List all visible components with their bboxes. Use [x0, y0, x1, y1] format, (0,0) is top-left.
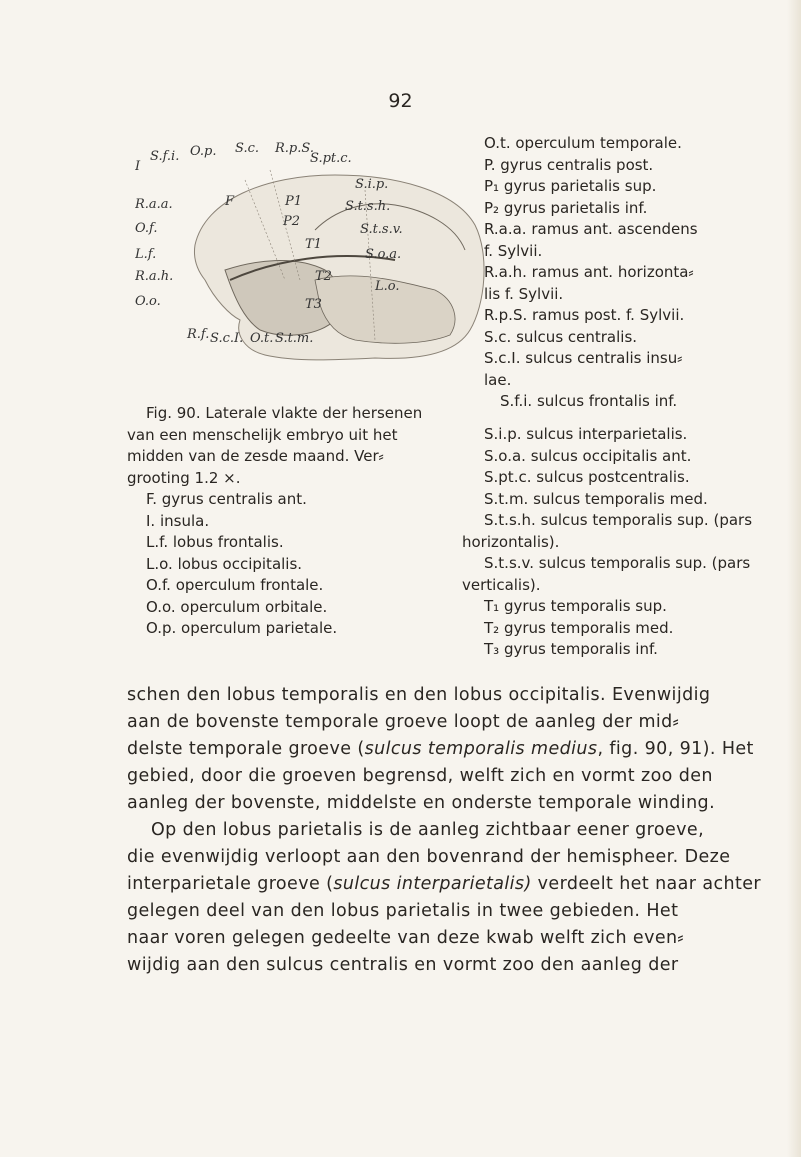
legend-line: S.c. sulcus centralis. [484, 327, 638, 346]
caption-line: L.o. lobus occipitalis. [146, 554, 303, 573]
body-fragment: verdeelt het naar achter [531, 874, 762, 894]
label-R-f: R.f. [187, 327, 210, 342]
label-O-p: O.p. [190, 144, 217, 159]
legend-line: R.a.a. ramus ant. ascendens [484, 220, 698, 238]
brain-drawing [135, 130, 520, 375]
label-S-o-a: S.o.a. [365, 247, 402, 262]
body-fragment: delste temporale groeve ( [127, 739, 365, 759]
body-fragment: , fig. 90, 91). Het [597, 739, 754, 759]
body-line [127, 871, 789, 898]
legend-line: T₂ gyrus temporalis med. [484, 618, 674, 637]
legend-line: P₁ gyrus parietalis sup. [484, 177, 657, 195]
legend-line: S.i.p. sulcus interparietalis. [484, 425, 688, 443]
label-S-pt-c: S.pt.c. [310, 151, 352, 166]
legend-line: S.t.s.h. sulcus temporalis sup. (pars [484, 511, 753, 529]
legend-line: lis f. Sylvii. [484, 284, 564, 303]
caption-line: O.f. operculum frontale. [146, 576, 324, 594]
caption-line: van een menschelijk embryo uit het [127, 425, 398, 444]
body-line: naar voren gelegen gedeelte van deze kwab welft zich even⸗ [127, 928, 684, 948]
figure-legend-right [484, 133, 784, 413]
label-T1: T1 [305, 237, 322, 252]
figure-legend-lower [462, 424, 794, 661]
label-S-c: S.c. [235, 141, 259, 156]
caption-line: I. insula. [146, 511, 210, 530]
label-O-f: O.f. [135, 221, 158, 236]
body-line: Op den lobus parietalis is de aanleg zichtbaar eener groeve, [151, 820, 705, 840]
caption-line: grooting 1.2 ×. [127, 468, 241, 487]
label-S-t-s-h: S.t.s.h. [345, 199, 391, 214]
label-R-a-a: R.a.a. [135, 197, 173, 212]
legend-line: S.pt.c. sulcus postcentralis. [484, 468, 690, 486]
legend-line: P. gyrus centralis post. [484, 155, 654, 174]
body-line: wijdig aan den sulcus centralis en vormt zoo den aanleg der [127, 955, 679, 975]
legend-line: S.t.s.v. sulcus temporalis sup. (pars [484, 554, 751, 572]
label-S-c-I: S.c.I. [210, 331, 244, 346]
emphasis-term: sulcus temporalis medius [364, 739, 598, 759]
caption-line: L.f. lobus frontalis. [146, 533, 284, 551]
label-S-f-i: S.f.i. [150, 149, 180, 164]
body-fragment: interparietale groeve ( [127, 874, 334, 894]
caption-line: F. gyrus centralis ant. [146, 490, 307, 508]
body-paragraphs [127, 682, 789, 979]
legend-line: verticalis). [462, 575, 541, 594]
label-O-t: O.t. [250, 331, 274, 346]
figure-caption [127, 403, 472, 640]
label-L-o: L.o. [375, 279, 400, 294]
legend-line: R.p.S. ramus post. f. Sylvii. [484, 306, 685, 324]
legend-line: S.t.m. sulcus temporalis med. [484, 489, 708, 508]
body-line: aan de bovenste temporale groeve loopt de aanleg der mid⸗ [127, 712, 679, 732]
body-line [127, 736, 789, 763]
label-S-t-s-v: S.t.s.v. [360, 222, 403, 237]
label-S-t-m: S.t.m. [275, 331, 314, 346]
label-T2: T2 [315, 269, 332, 284]
legend-line: T₃ gyrus temporalis inf. [484, 640, 658, 658]
caption-line: midden van de zesde maand. Ver⸗ [127, 447, 384, 465]
legend-line: S.f.i. sulcus frontalis inf. [500, 392, 678, 410]
legend-line: S.c.I. sulcus centralis insu⸗ [484, 349, 683, 367]
label-P1: P1 [285, 194, 303, 209]
caption-line: O.p. operculum parietale. [146, 619, 338, 637]
label-I: I [135, 159, 141, 174]
figure-brain-illustration [135, 130, 520, 375]
caption-line: Fig. 90. Laterale vlakte der hersenen [146, 404, 423, 422]
legend-line: f. Sylvii. [484, 241, 543, 260]
label-P2: P2 [283, 214, 301, 229]
body-line: schen den lobus temporalis en den lobus occipitalis. Evenwijdig [127, 685, 711, 705]
label-T3: T3 [305, 297, 322, 312]
legend-line: S.o.a. sulcus occipitalis ant. [484, 446, 692, 465]
legend-line: T₁ gyrus temporalis sup. [484, 597, 667, 615]
legend-line: R.a.h. ramus ant. horizonta⸗ [484, 263, 694, 281]
label-O-o: O.o. [135, 294, 161, 309]
caption-line: O.o. operculum orbitale. [146, 597, 328, 616]
label-S-i-p: S.i.p. [355, 177, 389, 192]
body-line: gebied, door die groeven begrensd, welft zich en vormt zoo den [127, 766, 713, 786]
label-F: F [225, 194, 235, 209]
body-line: die evenwijdig verloopt aan den bovenrand der hemispheer. Deze [127, 847, 731, 867]
body-line: gelegen deel van den lobus parietalis in twee gebieden. Het [127, 901, 679, 921]
legend-line: horizontalis). [462, 532, 560, 551]
label-R-a-h: R.a.h. [135, 269, 174, 284]
legend-line: P₂ gyrus parietalis inf. [484, 198, 648, 217]
page-number: 92 [388, 90, 413, 112]
body-line: aanleg der bovenste, middelste en onderste temporale winding. [127, 793, 716, 813]
label-R-p-S: R.p.S. [275, 141, 314, 156]
legend-line: lae. [484, 370, 512, 389]
emphasis-term: sulcus interparietalis) [333, 874, 532, 894]
label-L-f: L.f. [135, 247, 157, 262]
legend-line: O.t. operculum temporale. [484, 134, 682, 152]
